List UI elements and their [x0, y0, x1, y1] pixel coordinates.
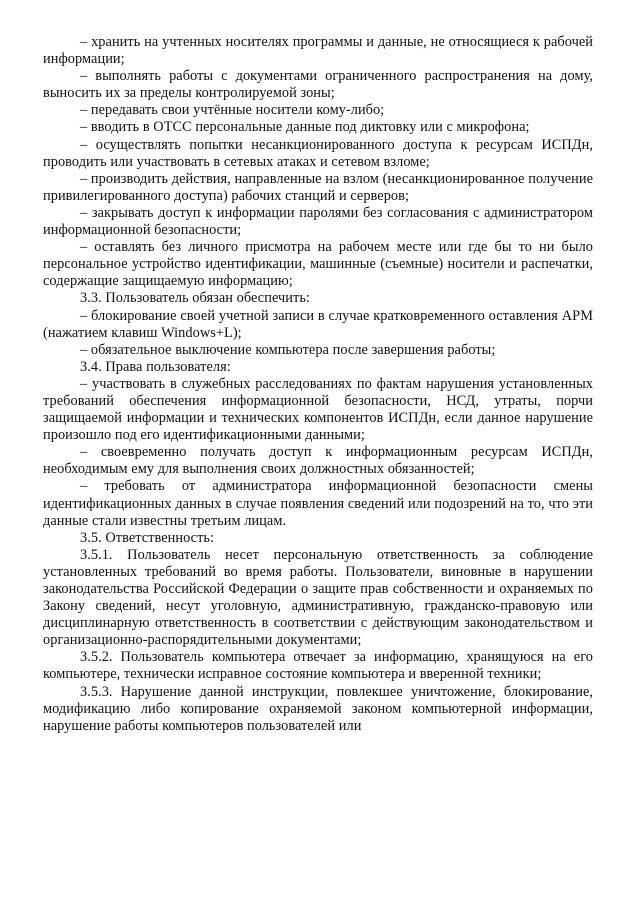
section-heading: 3.3. Пользователь обязан обеспечить: [80, 290, 310, 307]
list-item: – оставлять без личного присмотра на рабочем месте или где бы то ни было персональное устройство идентификации, машинные (съемные) носители и распечатки, содержащие защищаемую информацию; [43, 239, 593, 290]
numbered-clause: 3.5.2. Пользователь компьютера отвечает за информацию, хранящуюся на его компьютере, технически исправное состояние компьютера и вверенной техники; [43, 649, 593, 683]
list-item: – передавать свои учтённые носители кому-либо; [80, 102, 385, 119]
list-item: – хранить на учтенных носителях программы и данные, не относящиеся к рабочей информации; [43, 34, 593, 68]
numbered-clause: 3.5.1. Пользователь несет персональную ответственность за соблюдение установленных требований во время работы. Пользователи, виновные в нарушении законодательства Российской Федерации о защите прав собственности и охраняемых по Закону сведений, несут уголовную, административную, гражданско-правовую или дисциплинарную ответственность в соответствии с действующим законодательством и организационно-распорядительными документами; [43, 546, 593, 649]
list-item: – производить действия, направленные на взлом (несанкционированное получение привилегированного доступа) рабочих станций и серверов; [43, 170, 593, 204]
section-heading: 3.4. Права пользователя: [80, 358, 231, 375]
list-item: – вводить в ОТСС персональные данные под диктовку или с микрофона; [80, 119, 530, 136]
list-item: – закрывать доступ к информации паролями без согласования с администратором информационной безопасности; [43, 204, 593, 239]
document-page [43, 34, 593, 735]
list-item: – участвовать в служебных расследованиях по фактам нарушения установленных требований обеспечения информационной безопасности, НСД, утраты, порчи защищаемой информации и технических компонентов ИСПДн, если данное нарушение произошло под его идентификационными данными; [43, 375, 593, 444]
list-item: – обязательное выключение компьютера после завершения работы; [80, 341, 496, 358]
list-item: – выполнять работы с документами ограниченного распространения на дому, выносить их за пределы контролируемой зоны; [43, 68, 593, 102]
numbered-clause: 3.5.3. Нарушение данной инструкции, повлекшее уничтожение, блокирование, модификацию либо копирование охраняемой законом компьютерной информации, нарушение работы компьютеров пользователей или [43, 683, 593, 734]
list-item: – осуществлять попытки несанкционированного доступа к ресурсам ИСПДн, проводить или участвовать в сетевых атаках и сетевом взломе; [43, 136, 593, 170]
list-item: – своевременно получать доступ к информационным ресурсам ИСПДн, необходимым ему для выполнения своих должностных обязанностей; [43, 444, 593, 478]
list-item: – требовать от администратора информационной безопасности смены идентификационных данных в случае появления сведений или подозрений на то, что эти данные стали известны третьим лицам. [43, 478, 593, 529]
list-item: – блокирование своей учетной записи в случае кратковременного оставления АРМ (нажатием клавиш Windows+L); [43, 307, 593, 341]
section-heading: 3.5. Ответственность: [80, 529, 215, 546]
